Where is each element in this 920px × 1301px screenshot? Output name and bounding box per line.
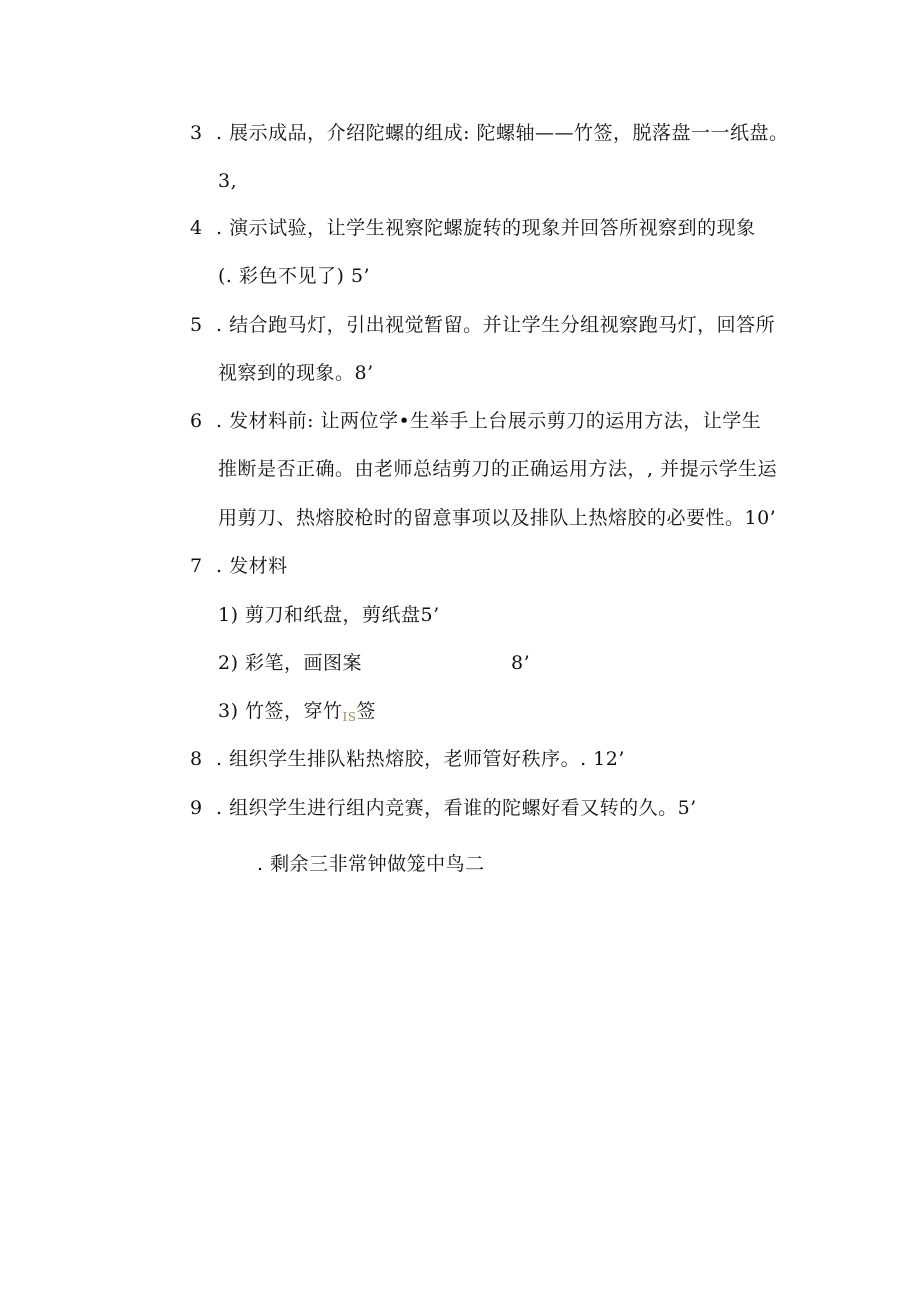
subitem-3 [218, 699, 376, 729]
item-4-continuation: (. 彩色不见了) 5’ [218, 265, 371, 287]
item-text: . 结合跑马灯，引出视觉暂留。并让学生分组视察跑马灯，回答所 [216, 314, 776, 336]
item-text: . 演示试验，让学生视察陀螺旋转的现象并回答所视察到的现象 [216, 217, 756, 239]
item-number: 6 [190, 410, 203, 432]
subitem-tail: 签 [356, 700, 377, 722]
item-9 [190, 796, 697, 820]
item-text: . 展示成品，介绍陀螺的组成: 陀螺轴——竹签，脱落盘一一纸盘。 [216, 122, 789, 144]
item-number: 7 [190, 555, 203, 577]
item-6 [190, 409, 761, 433]
item-text: . 发材料 [216, 555, 288, 577]
item-number: 3 [190, 122, 203, 144]
item-text: . 发材料前: 让两位学•生举手上台展示剪刀的运用方法，让学生 [216, 410, 762, 432]
item-8 [190, 747, 625, 771]
item-text: . 组织学生排队粘热熔胶，老师管好秩序。. 12’ [216, 748, 625, 770]
stray-mark: IS [342, 710, 357, 724]
item-6-continuation-2: 用剪刀、热熔胶枪时的留意事项以及排队上热熔胶的必要性。10’ [218, 507, 777, 529]
item-3-continuation: 3, [218, 170, 238, 192]
item-text: . 组织学生进行组内竞赛，看谁的陀螺好看又转的久。5’ [216, 797, 697, 819]
subitem-label: 3) 竹签，穿竹 [218, 700, 343, 722]
item-number: 9 [190, 797, 203, 819]
subitem-2-time: 8’ [511, 652, 531, 674]
item-6-continuation: 推断是否正确。由老师总结剪刀的正确运用方法，, 并提示学生运 [218, 458, 778, 480]
subitem-2 [218, 651, 362, 675]
subitem-label: 2) 彩笔，画图案 [218, 652, 363, 674]
item-7 [190, 554, 288, 578]
item-number: 5 [190, 314, 203, 336]
item-number: 8 [190, 748, 203, 770]
item-5 [190, 313, 775, 337]
item-number: 4 [190, 217, 203, 239]
item-3 [190, 121, 789, 145]
item-5-continuation: 视察到的现象。8’ [218, 362, 374, 384]
closing-line: . 剩余三非常钟做笼中鸟二 [257, 853, 485, 875]
item-4 [190, 216, 756, 240]
subitem-1: 1) 剪刀和纸盘，剪纸盘5’ [218, 604, 440, 626]
